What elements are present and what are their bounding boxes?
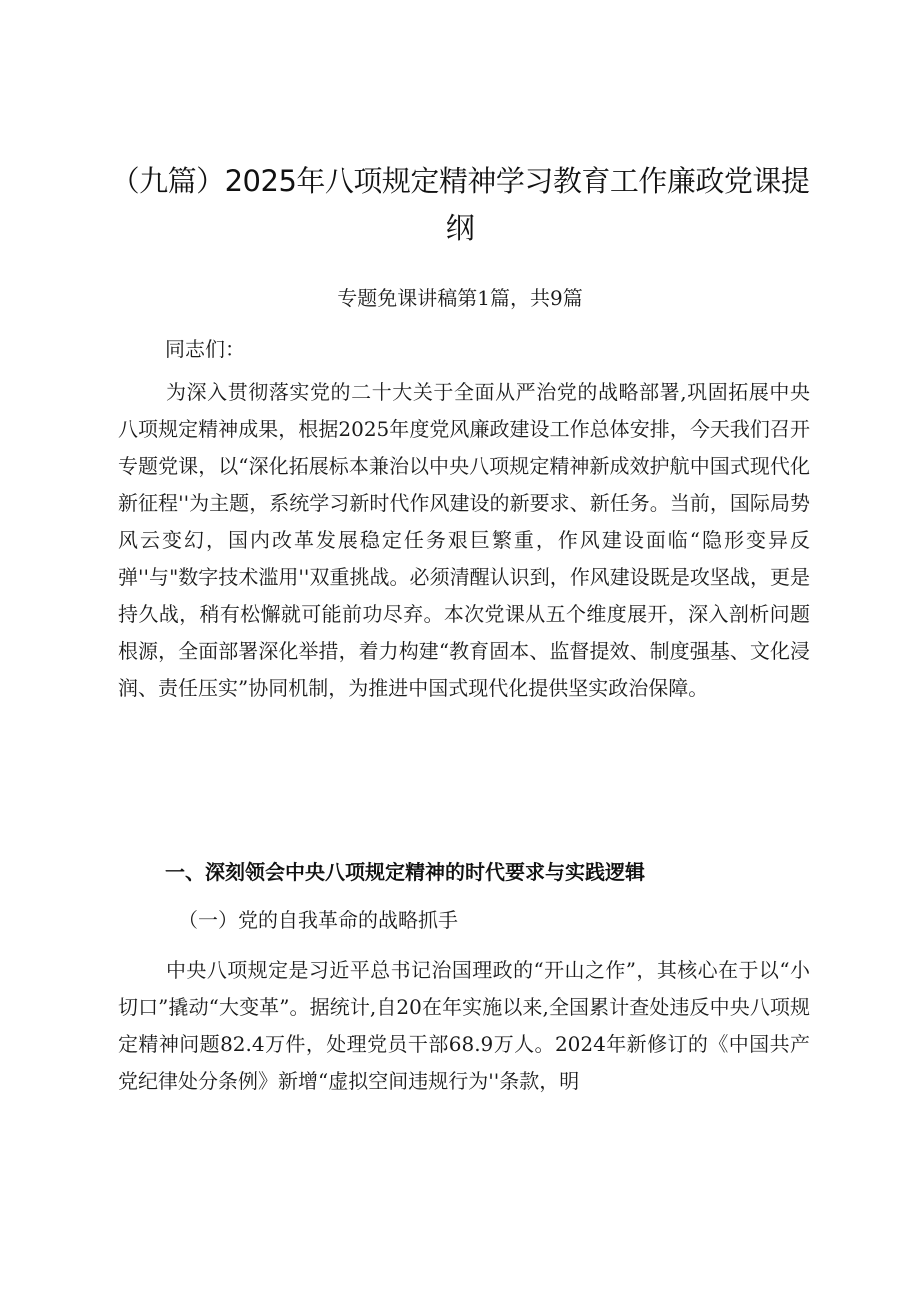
body-paragraph-section1: 中央八项规定是习近平总书记治国理政的“开山之作”，其核心在于以“小切口”撬动“大变革”。据统计,自20在年实施以来,全国累计查处违反中央八项规定精神问题82.4万件，处理党员干部68.9万人。2024年新修订的《中国共产党纪律处分条例》新增“虚拟空间违规行为''条款，明 — [118, 958, 810, 1093]
salutation: 同志们： — [165, 337, 245, 361]
document-subtitle: 专题免课讲稿第1篇，共9篇 — [337, 286, 583, 310]
body-paragraph-intro: 为深入贯彻落实党的二十大关于全面从严治党的战略部署,巩固拓展中央八项规定精神成果，根据2025年度党风廉政建设工作总体安排，今天我们召开专题党课，以“深化拓展标本兼治以中央八项规定精神新成效护航中国式现代化新征程''为主题，系统学习新时代作风建设的新要求、新任务。当前，国际局势风云变幻，国内改革发展稳定任务艰巨繁重，作风建设面临“隐形变异反弹''与"数字技术滥用''双重挑战。必须清醒认识到，作风建设既是攻坚战，更是持久战，稍有松懈就可能前功尽弃。本次党课从五个维度展开，深入剖析问题根源，全面部署深化举措，着力构建“教育固本、监督提效、制度强基、文化浸润、责任压实”协同机制，为推进中国式现代化提供坚实政治保障。 — [118, 380, 810, 700]
section-heading-1: 一、深刻领会中央八项规定精神的时代要求与实践逻辑 — [165, 860, 645, 884]
document-title: （九篇）2025年八项规定精神学习教育工作廉政党课提纲 — [110, 164, 810, 245]
subsection-heading-1: （一）党的自我革命的战略抓手 — [178, 908, 458, 932]
